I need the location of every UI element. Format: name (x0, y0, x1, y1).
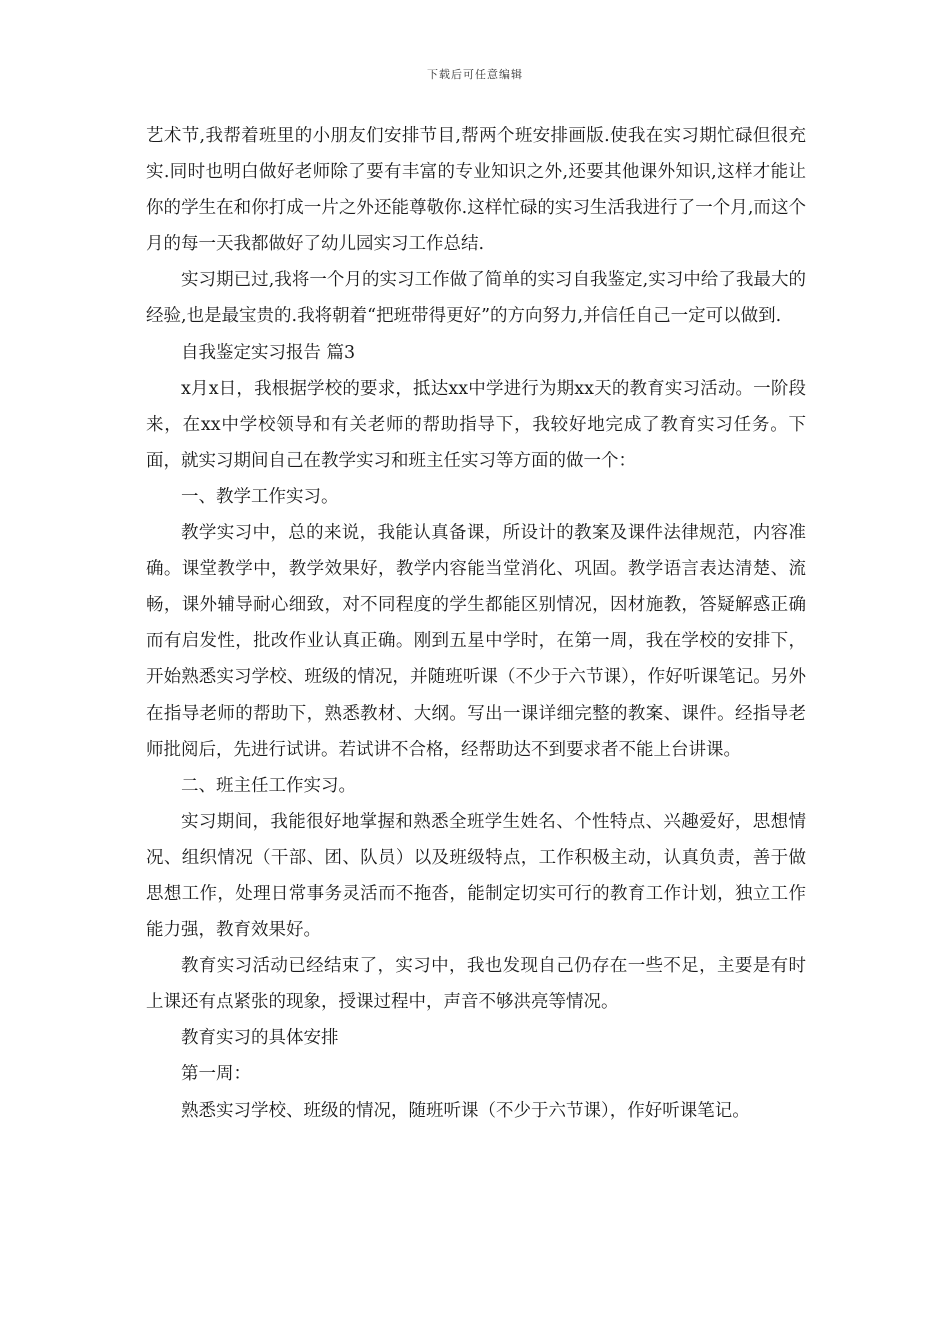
schedule-week-1-text: 熟悉实习学校、班级的情况，随班听课（不少于六节课），作好听课笔记。 (181, 1100, 750, 1121)
paragraph-teaching: 教学实习中，总的来说，我能认真备课，所设计的教案及课件法律规范，内容准确。课堂教学中，教学效果好，教学内容能当堂消化、巩固。教学语言表达清楚、流畅，课外辅导耐心细致，对不同程度的学生都能区别情况，因材施教，答疑解惑正确而有启发性，批改作业认真正确。刚到五星中学时，在第一周，我在学校的安排下，开始熟悉实习学校、班级的情况，并随班听课（不少于六节课），作好听课笔记。另外在指导老师的帮助下，熟悉教材、大纲。写出一课详细完整的教案、课件。经指导老师批阅后，先进行试讲。若试讲不合格，经帮助达不到要求者不能上台讲课。 (146, 523, 806, 760)
section-heading-3: 自我鉴定实习报告 篇3 (181, 342, 356, 363)
subheading-teaching: 一、教学工作实习。 (181, 486, 339, 507)
paragraph-summary: 教育实习活动已经结束了，实习中，我也发现自己仍存在一些不足，主要是有时上课还有点紧张的现象，授课过程中，声音不够洪亮等情况。 (146, 956, 806, 1013)
subheading-schedule: 教育实习的具体安排 (181, 1028, 339, 1049)
paragraph-class-teacher: 实习期间，我能很好地掌握和熟悉全班学生姓名、个性特点、兴趣爱好，思想情况、组织情况（干部、团、队员）以及班级特点，工作积极主动，认真负责，善于做思想工作，处理日常事务灵活而不拖沓，能制定切实可行的教育工作计划，独立工作能力强，教育效果好。 (146, 811, 806, 941)
page-header-note: 下载后可任意编辑 (427, 68, 523, 81)
paragraph-4: x月x日，我根据学校的要求，抵达xx中学进行为期xx天的教育实习活动。一阶段来，在xx中学校领导和有关老师的帮助指导下，我较好地完成了教育实习任务。下面，就实习期间自己在教学实习和班主任实习等方面的做一个： (146, 378, 806, 471)
subheading-class-teacher: 二、班主任工作实习。 (181, 775, 356, 796)
paragraph-1: 艺术节,我帮着班里的小朋友们安排节目,帮两个班安排画版.使我在实习期忙碌但很充实.同时也明白做好老师除了要有丰富的专业知识之外,还要其他课外知识,这样才能让你的学生在和你打成一片之外还能尊敬你.这样忙碌的实习生活我进行了一个月,而这个月的每一天我都做好了幼儿园实习工作总结. (146, 126, 806, 255)
schedule-week-1-label: 第一周： (181, 1064, 251, 1085)
document-body (146, 118, 806, 1129)
paragraph-2: 实习期已过,我将一个月的实习工作做了简单的实习自我鉴定,实习中给了我最大的经验,也是最宝贵的.我将朝着“把班带得更好”的方向努力,并信任自己一定可以做到. (146, 270, 806, 327)
